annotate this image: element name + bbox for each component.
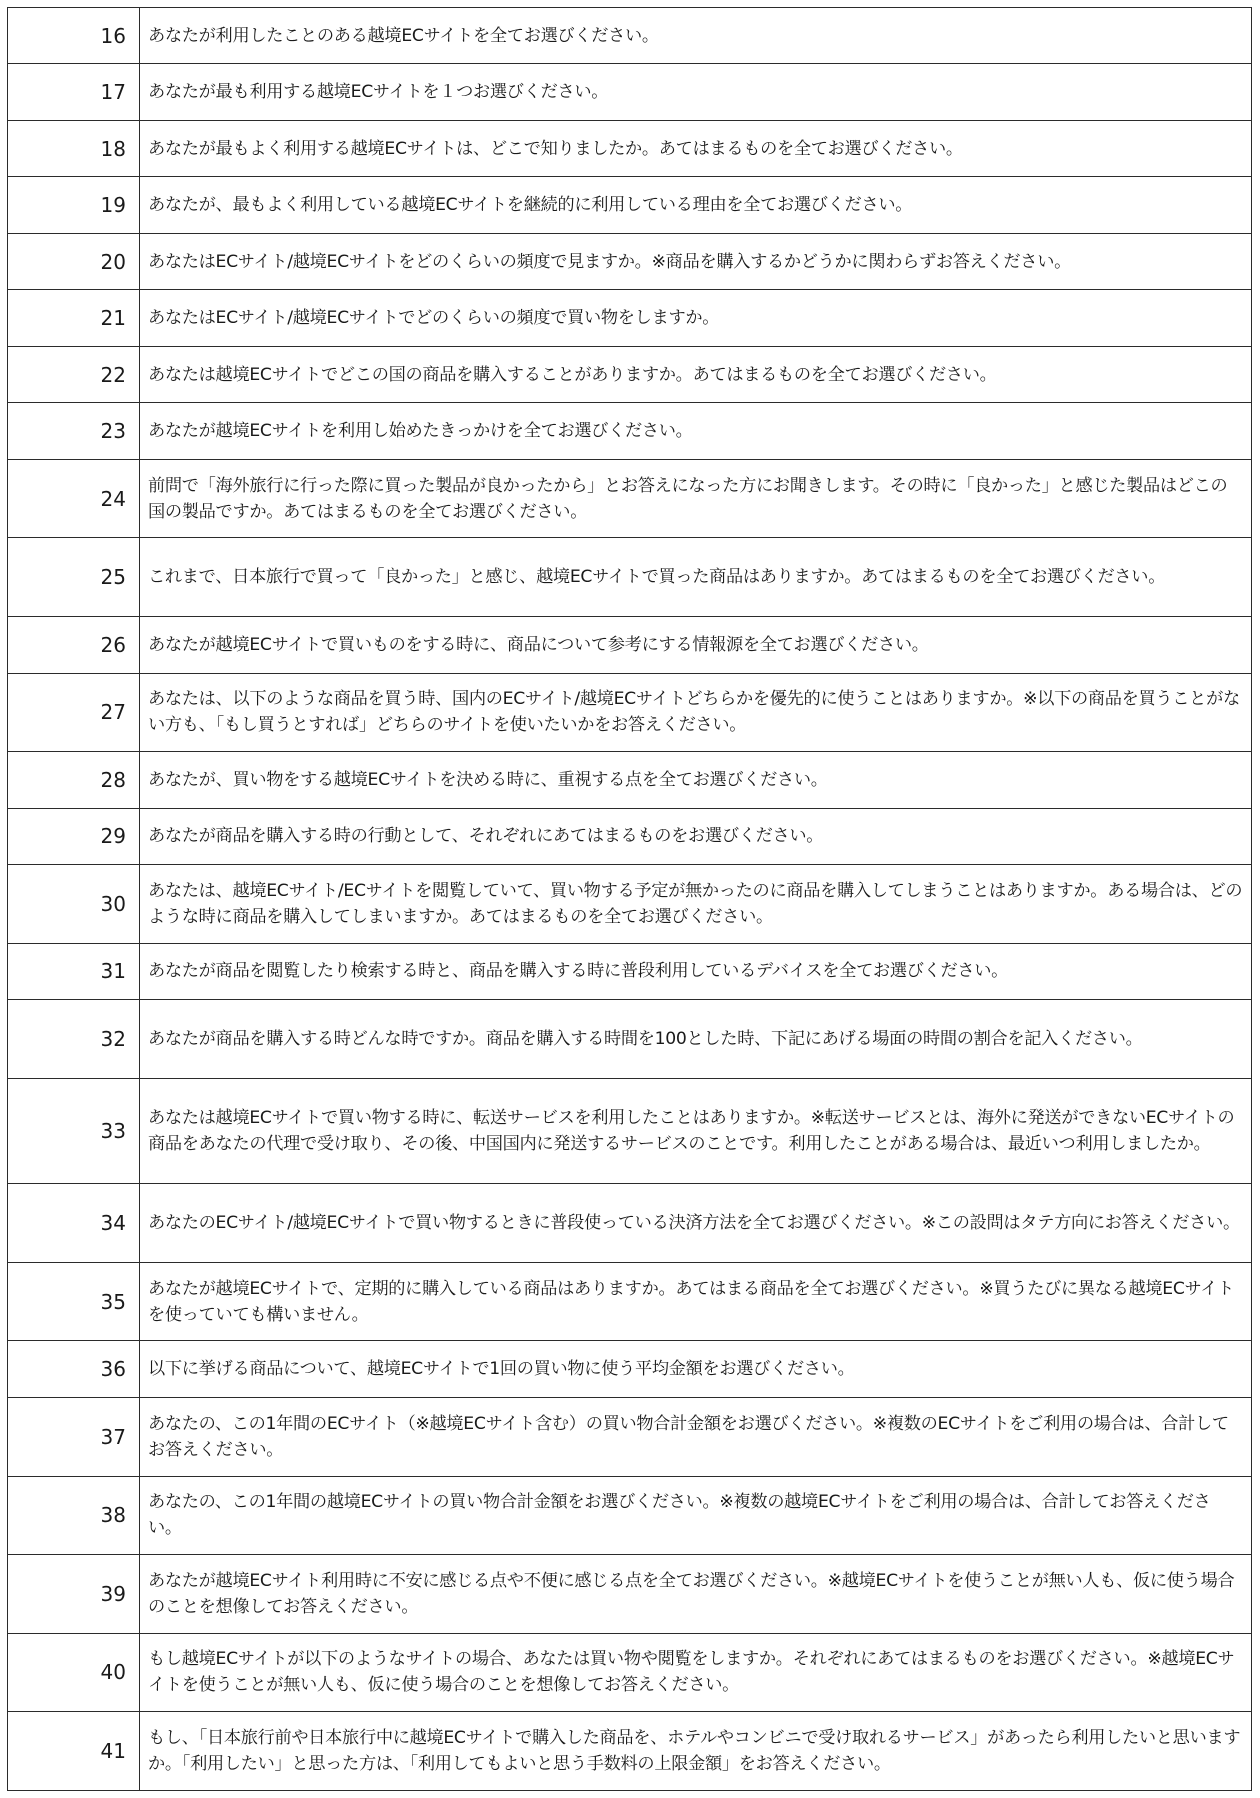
table-row: [8, 8, 1252, 64]
question-text: あなたのECサイト/越境ECサイトで買い物するときに普段使っている決済方法を全てお選びください。※この設問はタテ方向にお答えください。: [140, 1184, 1252, 1263]
question-number: 31: [8, 943, 140, 999]
question-number: 24: [8, 459, 140, 538]
question-number: 22: [8, 346, 140, 402]
question-number: 19: [8, 177, 140, 233]
question-text: あなたが商品を購入する時どんな時ですか。商品を購入する時間を100とした時、下記にあげる場面の時間の割合を記入ください。: [140, 1000, 1252, 1079]
table-row: [8, 808, 1252, 864]
question-number: 36: [8, 1341, 140, 1397]
table-row: [8, 752, 1252, 808]
question-number: 39: [8, 1555, 140, 1634]
question-text: あなたが越境ECサイトで買いものをする時に、商品について参考にする情報源を全てお選びください。: [140, 617, 1252, 673]
question-number: 38: [8, 1476, 140, 1555]
question-text: もし越境ECサイトが以下のようなサイトの場合、あなたは買い物や閲覧をしますか。それぞれにあてはまるものをお選びください。※越境ECサイトを使うことが無い人も、仮に使う場合のことを想像してお答えください。: [140, 1633, 1252, 1712]
question-text: あなたが越境ECサイトで、定期的に購入している商品はありますか。あてはまる商品を全てお選びください。※買うたびに異なる越境ECサイトを使っていても構いません。: [140, 1262, 1252, 1341]
table-row: [8, 1341, 1252, 1397]
question-number: 32: [8, 1000, 140, 1079]
question-text: 前問で「海外旅行に行った際に買った製品が良かったから」とお答えになった方にお聞きします。その時に「良かった」と感じた製品はどこの国の製品ですか。あてはまるものを全てお選びください。: [140, 459, 1252, 538]
question-text: あなたは、以下のような商品を買う時、国内のECサイト/越境ECサイトどちらかを優先的に使うことはありますか。※以下の商品を買うことがない方も、「もし買うとすれば」どちらのサイトを使いたいかをお答えください。: [140, 673, 1252, 752]
question-text: あなたが越境ECサイト利用時に不安に感じる点や不便に感じる点を全てお選びください。※越境ECサイトを使うことが無い人も、仮に使う場合のことを想像してお答えください。: [140, 1555, 1252, 1634]
question-number: 18: [8, 120, 140, 176]
question-text: もし、「日本旅行前や日本旅行中に越境ECサイトで購入した商品を、ホテルやコンビニで受け取れるサービス」があったら利用したいと思いますか。「利用したい」と思った方は、「利用してもよいと思う手数料の上限金額」をお答えください。: [140, 1712, 1252, 1791]
question-number: 41: [8, 1712, 140, 1791]
table-row: [8, 1000, 1252, 1079]
question-number: 26: [8, 617, 140, 673]
question-number: 30: [8, 865, 140, 944]
question-table: [7, 7, 1252, 1791]
question-text: あなたが、最もよく利用している越境ECサイトを継続的に利用している理由を全てお選びください。: [140, 177, 1252, 233]
question-text: あなたが最もよく利用する越境ECサイトは、どこで知りましたか。あてはまるものを全てお選びください。: [140, 120, 1252, 176]
question-text: あなたが最も利用する越境ECサイトを１つお選びください。: [140, 64, 1252, 120]
question-text: あなたが商品を閲覧したり検索する時と、商品を購入する時に普段利用しているデバイスを全てお選びください。: [140, 943, 1252, 999]
question-rows: [8, 8, 1252, 1791]
table-row: [8, 290, 1252, 346]
table-row: [8, 673, 1252, 752]
table-row: [8, 1712, 1252, 1791]
question-number: 17: [8, 64, 140, 120]
question-number: 28: [8, 752, 140, 808]
question-text: あなたの、この1年間の越境ECサイトの買い物合計金額をお選びください。※複数の越境ECサイトをご利用の場合は、合計してお答えください。: [140, 1476, 1252, 1555]
table-row: [8, 64, 1252, 120]
table-row: [8, 1555, 1252, 1634]
question-number: 23: [8, 403, 140, 459]
question-table-container: [7, 7, 1252, 1791]
question-text: 以下に挙げる商品について、越境ECサイトで1回の買い物に使う平均金額をお選びください。: [140, 1341, 1252, 1397]
question-number: 25: [8, 538, 140, 617]
table-row: [8, 459, 1252, 538]
question-text: あなたは越境ECサイトでどこの国の商品を購入することがありますか。あてはまるものを全てお選びください。: [140, 346, 1252, 402]
question-number: 27: [8, 673, 140, 752]
question-text: あなたが、買い物をする越境ECサイトを決める時に、重視する点を全てお選びください。: [140, 752, 1252, 808]
table-row: [8, 346, 1252, 402]
question-number: 34: [8, 1184, 140, 1263]
question-number: 20: [8, 233, 140, 289]
table-row: [8, 1078, 1252, 1184]
table-row: [8, 233, 1252, 289]
table-row: [8, 538, 1252, 617]
table-row: [8, 1633, 1252, 1712]
question-text: あなたの、この1年間のECサイト（※越境ECサイト含む）の買い物合計金額をお選びください。※複数のECサイトをご利用の場合は、合計してお答えください。: [140, 1397, 1252, 1476]
question-text: あなたは越境ECサイトで買い物する時に、転送サービスを利用したことはありますか。※転送サービスとは、海外に発送ができないECサイトの商品をあなたの代理で受け取り、その後、中国国内に発送するサービスのことです。利用したことがある場合は、最近いつ利用しましたか。: [140, 1078, 1252, 1184]
table-row: [8, 177, 1252, 233]
question-number: 33: [8, 1078, 140, 1184]
question-text: あなたが利用したことのある越境ECサイトを全てお選びください。: [140, 8, 1252, 64]
question-number: 35: [8, 1262, 140, 1341]
question-text: これまで、日本旅行で買って「良かった」と感じ、越境ECサイトで買った商品はありますか。あてはまるものを全てお選びください。: [140, 538, 1252, 617]
question-number: 21: [8, 290, 140, 346]
question-text: あなたは、越境ECサイト/ECサイトを閲覧していて、買い物する予定が無かったのに商品を購入してしまうことはありますか。ある場合は、どのような時に商品を購入してしまいますか。あてはまるものを全てお選びください。: [140, 865, 1252, 944]
table-row: [8, 617, 1252, 673]
table-row: [8, 865, 1252, 944]
table-row: [8, 1184, 1252, 1263]
table-row: [8, 1476, 1252, 1555]
question-text: あなたが越境ECサイトを利用し始めたきっかけを全てお選びください。: [140, 403, 1252, 459]
question-text: あなたはECサイト/越境ECサイトでどのくらいの頻度で買い物をしますか。: [140, 290, 1252, 346]
question-number: 29: [8, 808, 140, 864]
table-row: [8, 1397, 1252, 1476]
table-row: [8, 120, 1252, 176]
table-row: [8, 403, 1252, 459]
table-row: [8, 1262, 1252, 1341]
question-number: 40: [8, 1633, 140, 1712]
question-text: あなたが商品を購入する時の行動として、それぞれにあてはまるものをお選びください。: [140, 808, 1252, 864]
question-text: あなたはECサイト/越境ECサイトをどのくらいの頻度で見ますか。※商品を購入するかどうかに関わらずお答えください。: [140, 233, 1252, 289]
question-number: 16: [8, 8, 140, 64]
question-number: 37: [8, 1397, 140, 1476]
table-row: [8, 943, 1252, 999]
